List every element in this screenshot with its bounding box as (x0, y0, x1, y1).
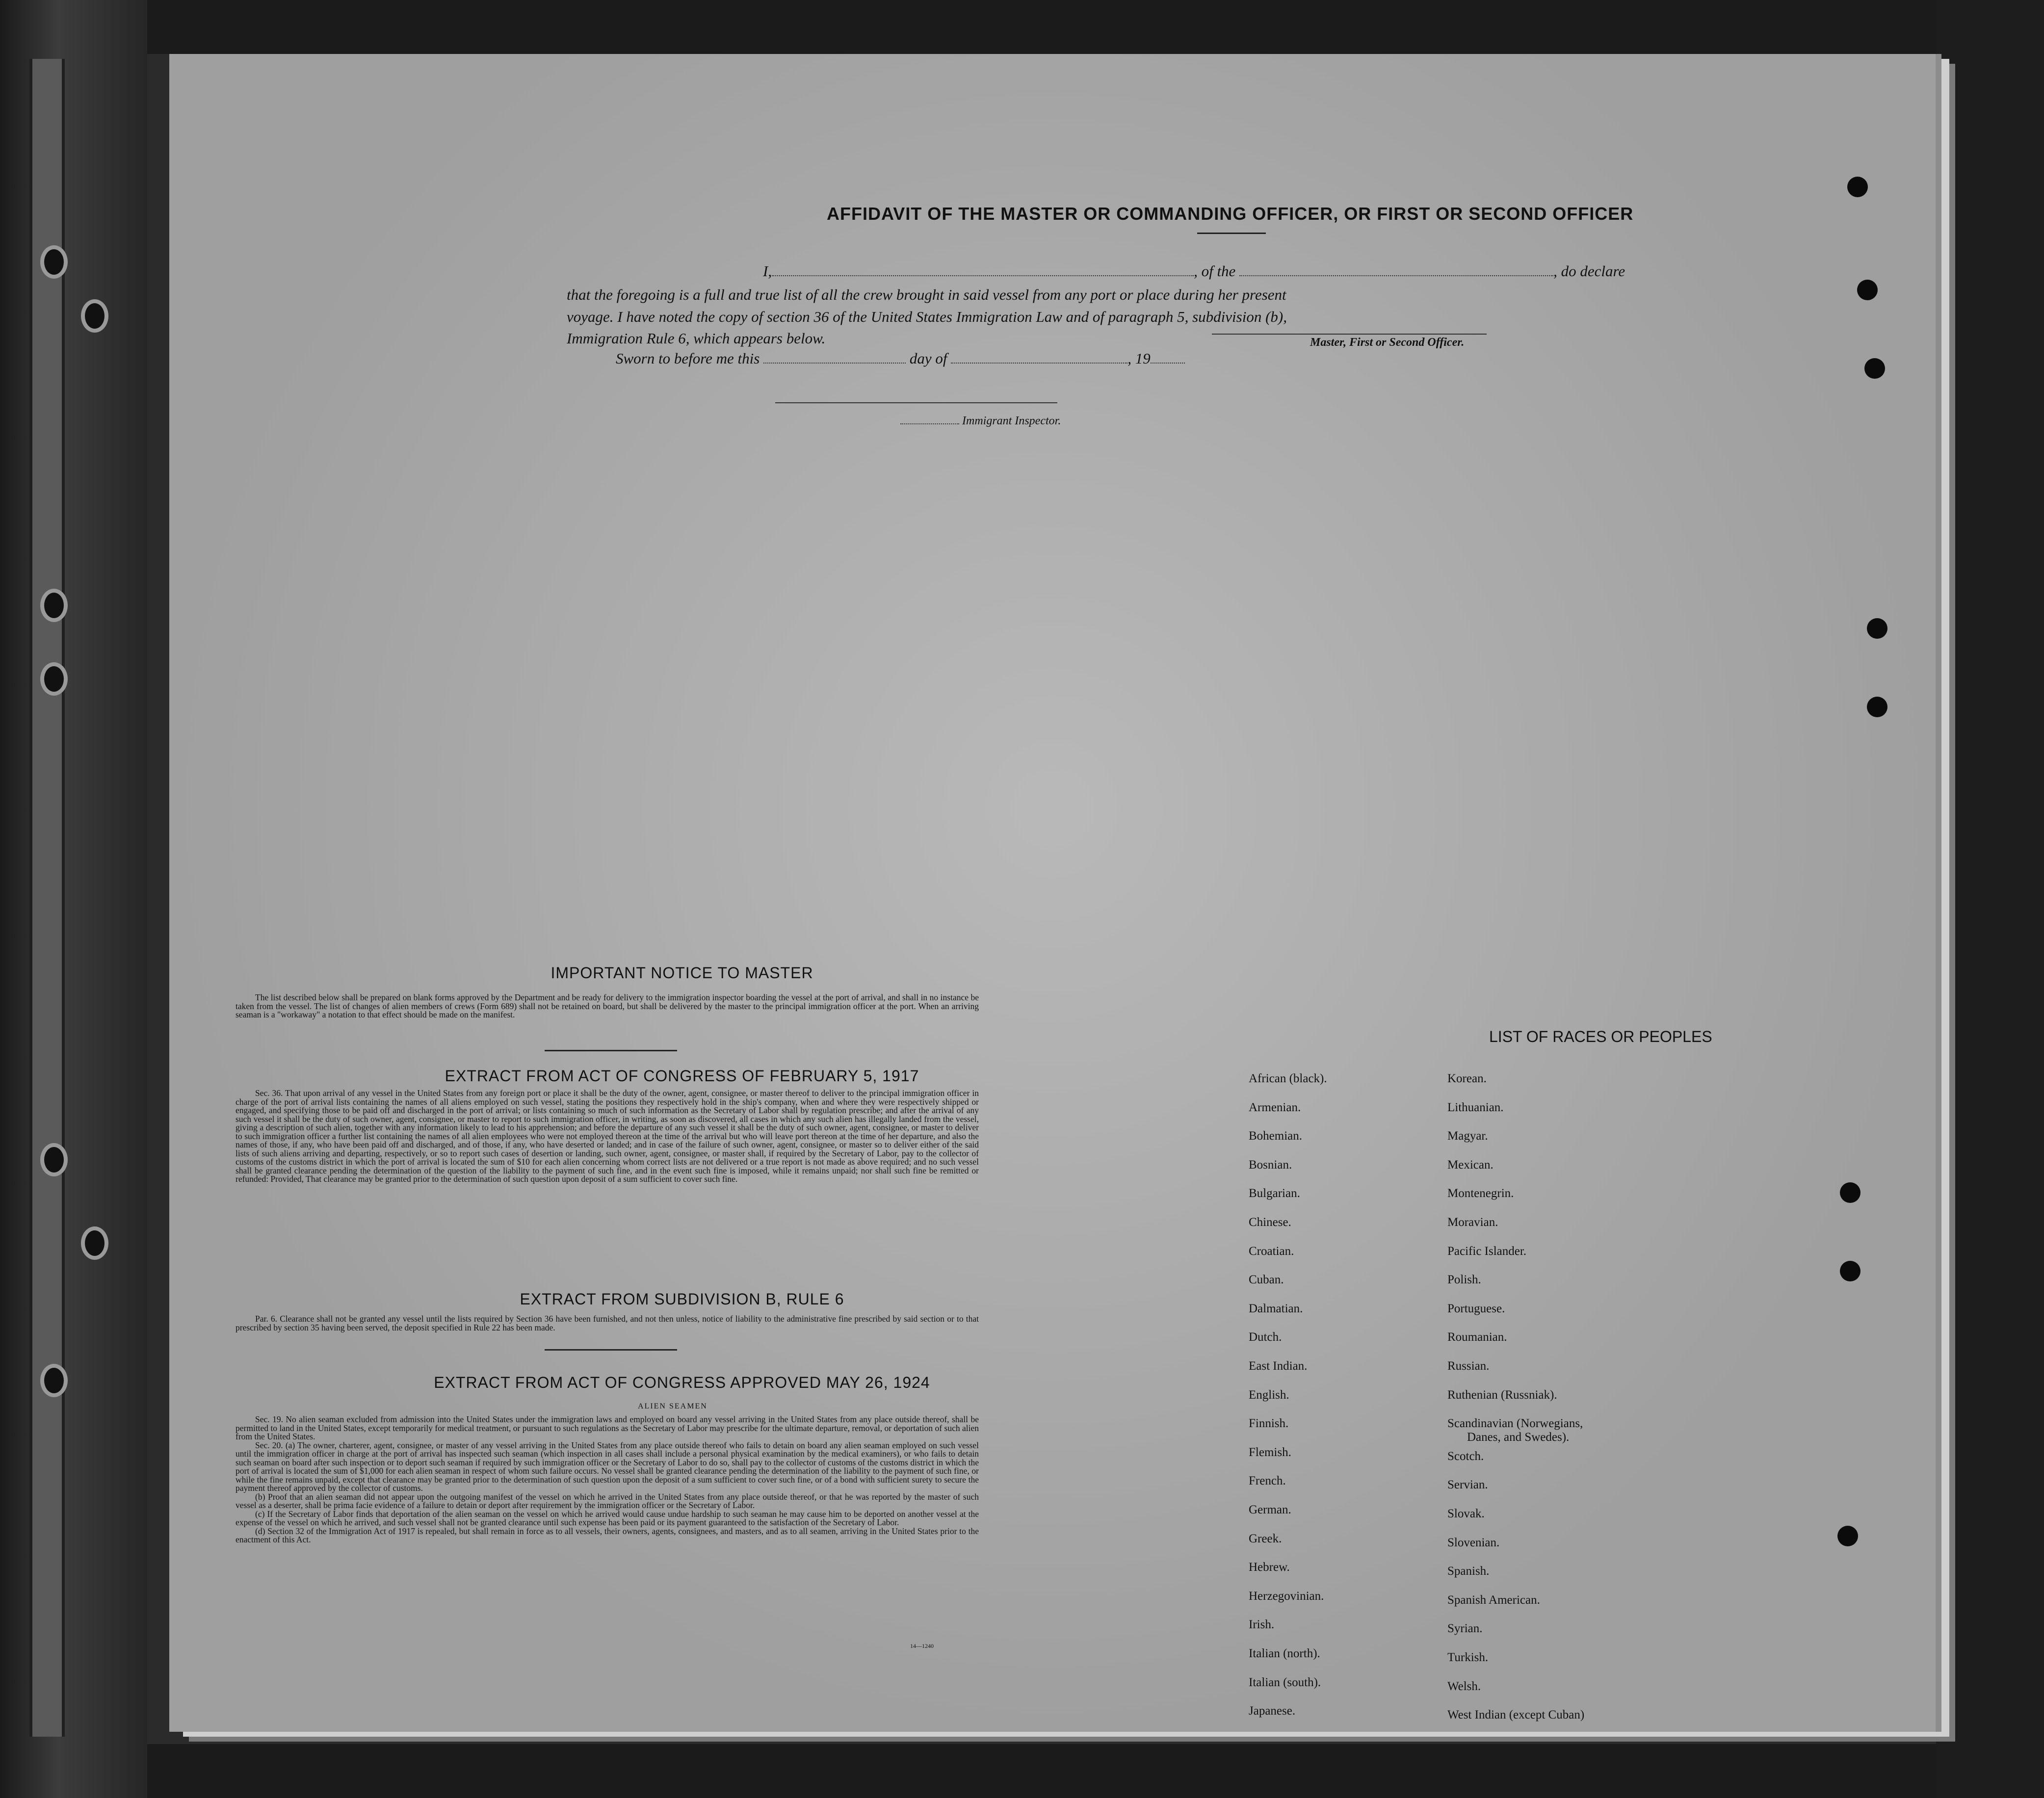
section-rule (545, 1050, 677, 1051)
race-item: English. (1249, 1388, 1289, 1402)
punch-hole-icon (1837, 1526, 1858, 1546)
section-rule (545, 1349, 677, 1351)
race-item: Dalmatian. (1249, 1302, 1303, 1315)
race-item: Herzegovinian. (1249, 1589, 1324, 1603)
section-36-paragraph: Sec. 36. That upon arrival of any vessel in the United States from any foreign port or place it shall be the duty of the owner, agent, consignee, or master thereof to deliver to the principal immigration officer in charge of the port of arrival lists containing the names of all aliens employed on such vessel, stating the positions they respectively hold in the ship's company, when and where they were respectively shipped or engaged, and specifying those to be paid off and discharged in the port of arrival; or lists containing so much of such information as the Secretary of Labor shall by regulation prescribe; and after the arrival of any such vessel it shall be the duty of such owner, agent, consignee, or master to report to such immigration officer, in writing, as soon as discovered, all cases in which any such alien has illegally landed from the vessel, giving a description of such alien, together with any information likely to lead to his apprehension; and before the departure of any such vessel it shall be the duty of such owner, agent, consignee, or master to deliver to such immigration officer a further list containing the names of all alien employees who were not employed thereon at the time of the arrival but who will leave port thereon at the time of her departure, and also the names of those, if any, who have been paid off and discharged, and of those, if any, who have deserted or landed; and in case of the failure of such owner, agent, consignee, or master so to deliver either of the said lists of such aliens arriving and departing, respectively, or so to report such cases of desertion or landing, such owner, agent, consignee, or master shall, if required by the Secretary of Labor, pay to the collector of customs of the customs district in which the port of arrival is located the sum of $10 for each alien concerning whom correct lists are not delivered or a true report is not made as above required; and no such vessel shall be granted clearance pending the determination of the question of the liability to the payment of such fine, and in the event such fine is imposed, while it remains unpaid; nor shall such fine be remitted or refunded: Provided, That clearance may be granted prior to the determination of such question upon deposit of a sum sufficient to cover such fine. (236, 1088, 979, 1184)
race-item: Spanish American. (1447, 1593, 1540, 1607)
par-6-paragraph: Par. 6. Clearance shall not be granted any vessel until the lists required by Section 36 have been furnished, and not then unless, notice of liability to the administrative fine prescribed by said section or to that prescribed by section 35 having been served, the deposit specified in Rule 22 has been made. (236, 1314, 979, 1332)
sec-19-paragraph: Sec. 19. No alien seaman excluded from admission into the United States under the immigration laws and employed on board any vessel arriving in the United States from any place outside thereof, shall be permitted to land in the United States, except temporarily for medical treatment, or pursuant to such regulations as the Secretary of Labor may prescribe for the ultimate departure, removal, or deportation of such alien from the United States. (236, 1414, 979, 1441)
binder-ring-icon (40, 245, 68, 279)
punch-hole-icon (1867, 697, 1887, 717)
race-item: East Indian. (1249, 1359, 1308, 1373)
sworn-line (616, 350, 1185, 367)
form-number: 14—1240 (910, 1642, 934, 1649)
scan-border-bottom (0, 1744, 2044, 1798)
race-item: West Indian (except Cuban) (1447, 1708, 1585, 1722)
sec-20d-paragraph: (d) Section 32 of the Immigration Act of 1917 is repealed, but shall remain in force as to all vessels, their owners, agents, consignees, and masters, and as to all seamen, arriving in the United States prior to the enactment of this Act. (236, 1526, 979, 1544)
sec-20a-paragraph: Sec. 20. (a) The owner, charterer, agent, consignee, or master of any vessel arriving in the United States from any place outside thereof who fails to detain on board any alien seaman employed on such vessel until the immigration officer in charge at the port of arrival has inspected such seaman (which inspection in all cases shall include a personal physical examination by the medical examiners), or who fails to detain such seaman on board after such inspection or to deport such seaman if required by such immigration officer or the Secretary of Labor to do so, shall pay to the collector of customs of the customs district in which the port of arrival is located the sum of $1,000 for each alien seaman in respect of whom such failure occurs. No vessel shall be granted clearance pending the determination of the liability to the payment of such fine, or while the fine remains unpaid, except that clearance may be granted prior to the determination of such question upon the deposit of a sum sufficient to cover such fine, or of a bond with sufficient surety to secure the payment thereof approved by the collector of customs. (236, 1440, 979, 1493)
race-item: Armenian. (1249, 1100, 1301, 1114)
race-item: Bulgarian. (1249, 1187, 1300, 1200)
race-item: Roumanian. (1447, 1330, 1507, 1344)
extract-1924-title: EXTRACT FROM ACT OF CONGRESS APPROVED MAY 26, 1924 (434, 1374, 930, 1391)
race-item: Slovak. (1447, 1507, 1485, 1520)
race-item: Montenegrin. (1447, 1187, 1514, 1200)
race-item: Portuguese. (1447, 1302, 1505, 1315)
race-item: Polish. (1447, 1273, 1481, 1287)
race-item: African (black). (1249, 1072, 1327, 1085)
punch-hole-icon (1864, 358, 1885, 379)
race-item: Lithuanian. (1447, 1100, 1504, 1114)
race-item: Dutch. (1249, 1330, 1282, 1344)
race-item: Italian (south). (1249, 1675, 1321, 1689)
race-item: Russian. (1447, 1359, 1490, 1373)
race-item: Flemish. (1249, 1445, 1291, 1459)
races-title: LIST OF RACES OR PEOPLES (1489, 1028, 1712, 1045)
race-item: Japanese. (1249, 1704, 1296, 1718)
vessel-blank (1239, 264, 1553, 276)
affidavit-line-2: that the foregoing is a full and true list of all the crew brought in said vessel from any port or place during her present (567, 286, 1286, 303)
race-item: Servian. (1447, 1478, 1488, 1492)
manifest-page (169, 54, 1936, 1732)
signature-label: Master, First or Second Officer. (1310, 336, 1465, 349)
binder-spine (0, 0, 147, 1798)
extract-1924-body (236, 1415, 979, 1544)
sec-20b-paragraph: (b) Proof that an alien seaman did not appear upon the outgoing manifest of the vessel on which he arrived in the United States from any place outside thereof, or that he was reported by the master of such vessel as a deserter, shall be prima facie evidence of a failure to detain or deport after requirement by the immigration officer or the Secretary of Labor. (236, 1491, 979, 1510)
declarant-prefix: I, (763, 262, 772, 280)
day-blank (763, 352, 906, 364)
affidavit-line-3: voyage. I have noted the copy of section 36 of the United States Immigration Law and of paragraph 5, subdivision (b), (567, 308, 1287, 325)
binder-ring-icon (40, 662, 68, 696)
inspector-label-text: Immigrant Inspector. (962, 415, 1061, 427)
race-item: Slovenian. (1447, 1536, 1500, 1549)
binder-ring-icon (40, 589, 68, 622)
sec-20c-paragraph: (c) If the Secretary of Labor finds that deportation of the alien seaman on the vessel on which he arrived would cause undue hardship to such seaman he may cause him to be deported on another vessel at the expense of the vessel on which he arrived, and such vessel shall not be granted clearance until such expense has been paid or its payment guaranteed to the satisfaction of the Secretary of Labor. (236, 1509, 979, 1527)
inspector-blank (900, 417, 959, 424)
binder-ring-icon (81, 1226, 108, 1260)
scan-border-top (0, 0, 2044, 54)
binder-ring-icon (81, 299, 108, 333)
race-item: Scandinavian (Norwegians, (1447, 1417, 1583, 1431)
extract-1917-body (236, 1089, 979, 1184)
race-item: French. (1249, 1474, 1286, 1488)
notice-paragraph: The list described below shall be prepared on blank forms approved by the Department and be ready for delivery to the immigration inspector boarding the vessel at the port of arrival, and shall in no instance be taken from the vessel. The list of changes of alien members of crews (Form 689) shall not be retained on board, but shall be delivered by the master to the principal immigration officer at the port. When an arriving seaman is a "workaway" a notation to that effect should be made on the manifest. (236, 992, 979, 1019)
affidavit-title: AFFIDAVIT OF THE MASTER OR COMMANDING OFFICER, OR FIRST OR SECOND OFFICER (827, 204, 1634, 224)
race-item: Chinese. (1249, 1216, 1291, 1229)
notice-body (236, 993, 979, 1019)
punch-hole-icon (1840, 1182, 1861, 1203)
punch-hole-icon (1847, 177, 1868, 197)
binder-strip (29, 59, 65, 1737)
race-item: Bosnian. (1249, 1158, 1292, 1172)
inspector-label (900, 415, 1061, 428)
race-item: Croatian. (1249, 1244, 1294, 1258)
race-item: Pacific Islander. (1447, 1244, 1527, 1258)
race-item: Hebrew. (1249, 1561, 1290, 1574)
race-item: Italian (north). (1249, 1647, 1320, 1660)
binder-ring-icon (40, 1364, 68, 1397)
race-item: Bohemian. (1249, 1129, 1303, 1143)
race-item: Greek. (1249, 1532, 1282, 1545)
affidavit-line-1 (763, 262, 1625, 280)
race-item: Magyar. (1447, 1129, 1488, 1143)
race-item: German. (1249, 1503, 1291, 1516)
sworn-prefix: Sworn to before me this (616, 350, 760, 367)
race-item: Spanish. (1447, 1564, 1490, 1578)
race-item: Korean. (1447, 1072, 1487, 1085)
year-blank (1151, 352, 1185, 364)
name-blank (772, 264, 1194, 276)
punch-hole-icon (1857, 280, 1878, 300)
alien-seamen-subhead: ALIEN SEAMEN (638, 1402, 708, 1410)
title-rule (1197, 233, 1266, 234)
race-item: Moravian. (1447, 1216, 1498, 1229)
year-prefix: , 19 (1127, 350, 1151, 367)
day-of-label: day of (909, 350, 947, 367)
vessel-prefix: , of the (1194, 262, 1236, 280)
extract-rule6-title: EXTRACT FROM SUBDIVISION B, RULE 6 (520, 1290, 844, 1308)
extract-1917-title: EXTRACT FROM ACT OF CONGRESS OF FEBRUARY 5, 1917 (445, 1067, 919, 1085)
inspector-signature-line (775, 402, 1057, 403)
race-item: Cuban. (1249, 1273, 1284, 1287)
scan-border-right (1936, 0, 2044, 1798)
declare-text: , do declare (1553, 262, 1625, 280)
extract-rule6-body (236, 1315, 979, 1332)
race-item: Syrian. (1447, 1622, 1483, 1636)
punch-hole-icon (1840, 1261, 1861, 1281)
punch-hole-icon (1867, 618, 1887, 639)
race-item: Scotch. (1447, 1449, 1484, 1463)
signature-line (1212, 334, 1487, 335)
race-item: Welsh. (1447, 1679, 1481, 1693)
race-item-continuation: Danes, and Swedes). (1467, 1431, 1570, 1444)
affidavit-line-4: Immigration Rule 6, which appears below. (567, 330, 826, 347)
binder-ring-icon (40, 1143, 68, 1176)
race-item: Turkish. (1447, 1651, 1489, 1664)
notice-title: IMPORTANT NOTICE TO MASTER (550, 964, 813, 982)
race-item: Ruthenian (Russniak). (1447, 1388, 1557, 1402)
race-item: Mexican. (1447, 1158, 1494, 1172)
race-item: Finnish. (1249, 1417, 1289, 1431)
month-blank (951, 352, 1127, 364)
race-item: Irish. (1249, 1618, 1275, 1632)
